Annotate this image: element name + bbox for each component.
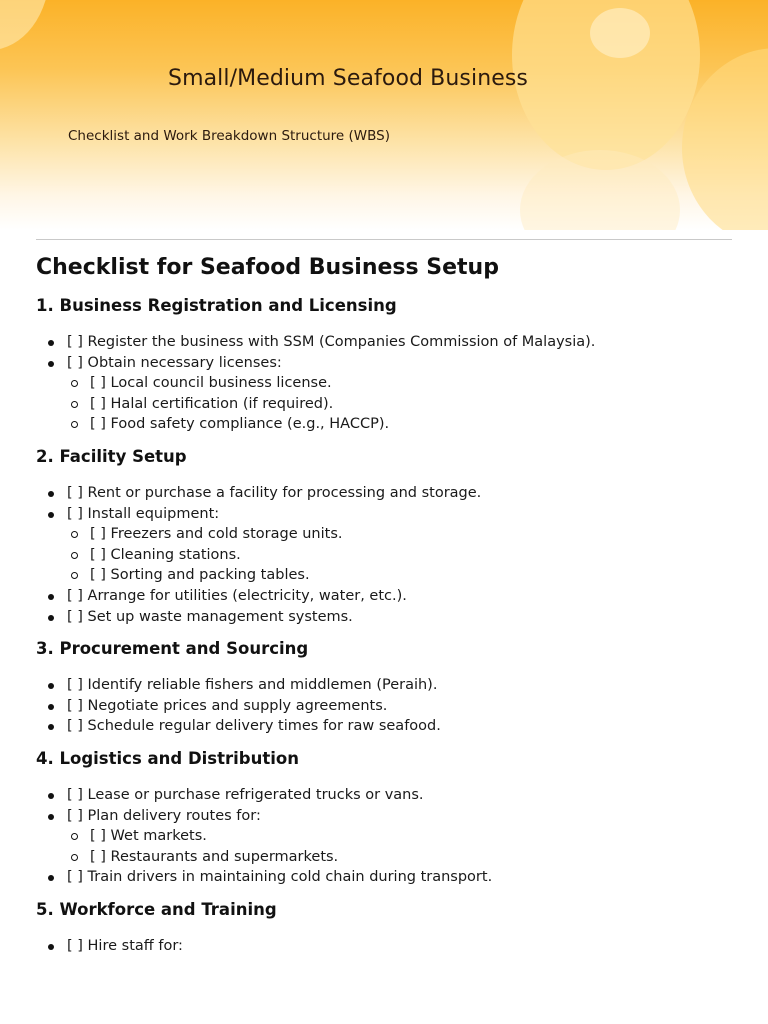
checklist-item: [ ] Train drivers in maintaining cold chain during transport. (36, 867, 736, 888)
header-banner (0, 0, 768, 230)
section-workforce (36, 898, 736, 957)
checklist-list (36, 785, 736, 888)
document-subtitle: Checklist and Work Breakdown Structure (WBS) (68, 128, 391, 144)
checklist-subitem: [ ] Wet markets. (36, 826, 736, 847)
checklist-item: [ ] Arrange for utilities (electricity, water, etc.). (36, 586, 736, 607)
checklist-item: [ ] Schedule regular delivery times for raw seafood. (36, 716, 736, 737)
section-registration (36, 294, 736, 435)
checklist-item: [ ] Install equipment: (36, 504, 736, 525)
checklist-content (36, 252, 736, 966)
section-heading: 1. Business Registration and Licensing (36, 296, 397, 315)
section-heading: 5. Workforce and Training (36, 899, 277, 919)
checklist-item: [ ] Hire staff for: (36, 936, 736, 957)
checklist-subitem: [ ] Cleaning stations. (36, 545, 736, 566)
section-heading: 3. Procurement and Sourcing (36, 639, 309, 659)
checklist-item: [ ] Plan delivery routes for: (36, 806, 736, 827)
checklist-heading: Checklist for Seafood Business Setup (36, 255, 499, 280)
checklist-item: [ ] Lease or purchase refrigerated trucks or vans. (36, 785, 736, 806)
decorative-blob (590, 8, 650, 58)
section-logistics (36, 747, 736, 888)
document-title: Small/Medium Seafood Business (168, 66, 528, 91)
checklist-subitem: [ ] Restaurants and supermarkets. (36, 847, 736, 868)
checklist-item: [ ] Register the business with SSM (Companies Commission of Malaysia). (36, 332, 736, 353)
section-procurement (36, 637, 736, 737)
checklist-list (36, 675, 736, 737)
checklist-subitem: [ ] Halal certification (if required). (36, 394, 736, 415)
checklist-list (36, 936, 736, 957)
checklist-item: [ ] Rent or purchase a facility for processing and storage. (36, 483, 736, 504)
section-facility (36, 445, 736, 627)
checklist-item: [ ] Set up waste management systems. (36, 607, 736, 628)
checklist-item: [ ] Obtain necessary licenses: (36, 353, 736, 374)
checklist-subitem: [ ] Sorting and packing tables. (36, 565, 736, 586)
checklist-list (36, 332, 736, 435)
decorative-blob (0, 0, 50, 50)
checklist-subitem: [ ] Freezers and cold storage units. (36, 524, 736, 545)
section-heading: 4. Logistics and Distribution (36, 748, 299, 768)
checklist-subitem: [ ] Food safety compliance (e.g., HACCP). (36, 414, 736, 435)
checklist-item: [ ] Negotiate prices and supply agreements. (36, 696, 736, 717)
checklist-subitem: [ ] Local council business license. (36, 373, 736, 394)
checklist-item: [ ] Identify reliable fishers and middlemen (Peraih). (36, 675, 736, 696)
horizontal-divider (36, 239, 732, 240)
section-heading: 2. Facility Setup (36, 446, 187, 466)
checklist-list (36, 483, 736, 627)
decorative-blob (520, 150, 680, 230)
